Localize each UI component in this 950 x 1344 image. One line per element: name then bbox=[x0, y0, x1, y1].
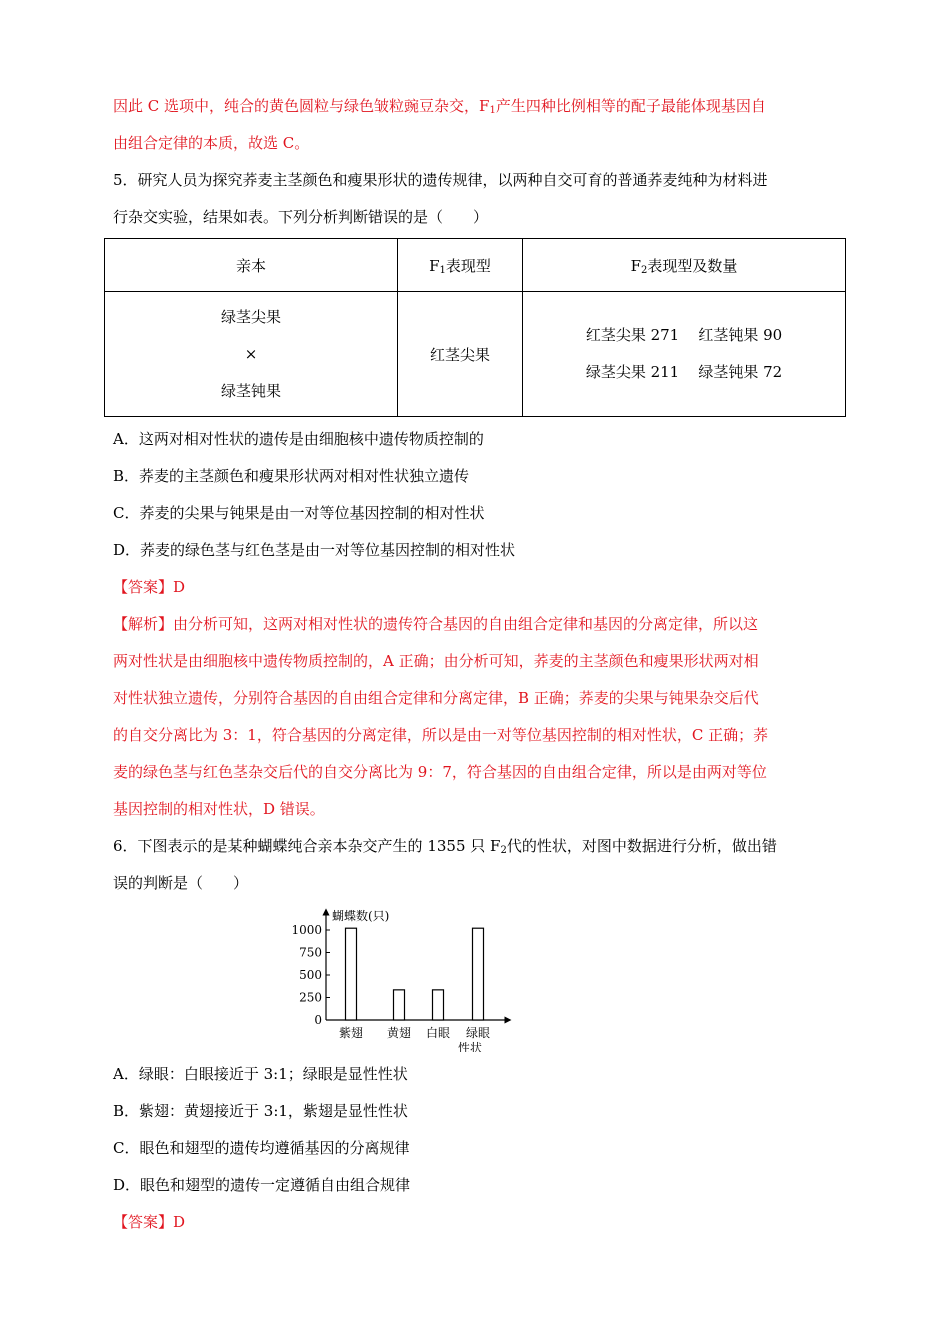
q6-stem-line-1: 6．下图表示的是某种蝴蝶纯合亲本杂交产生的 1355 只 $F_2$代的性状，对图中数据进行分析，做出错 bbox=[113, 837, 777, 856]
butterfly-bar-chart bbox=[278, 906, 838, 1052]
q5-stem-line-1: 5．研究人员为探究荞麦主茎颜色和瘦果形状的遗传规律，以两种自交可育的普通荞麦纯种为材料进 bbox=[113, 171, 768, 189]
y-tick-label: 1000 bbox=[291, 923, 322, 937]
y-tick-label: 750 bbox=[299, 945, 322, 960]
header-f2: $F_2$表现型及数量 bbox=[523, 239, 846, 292]
q5-option-d: D．荞麦的绿色茎与红色茎是由一对等位基因控制的相对性状 bbox=[113, 541, 516, 559]
q6-option-c: C．眼色和翅型的遗传均遵循基因的分离规律 bbox=[113, 1139, 410, 1157]
parent-2: 绿茎钝果 bbox=[220, 381, 281, 400]
f2-row-2: 绿茎尖果 211 绿茎钝果 72 bbox=[585, 363, 783, 381]
q6-option-a: A．绿眼：白眼接近于 3:1；绿眼是显性性状 bbox=[113, 1065, 408, 1083]
cell-f2 bbox=[523, 292, 846, 417]
q5-analysis-line-5: 麦的绿色茎与红色茎杂交后代的自交分离比为 9：7，符合基因的自由组合定律，所以是由两对等位 bbox=[113, 763, 767, 781]
bar bbox=[433, 990, 444, 1020]
category-label: 紫翅 bbox=[338, 1026, 364, 1040]
q5-option-c: C．荞麦的尖果与钝果是由一对等位基因控制的相对性状 bbox=[113, 504, 485, 522]
q5-analysis-line-1: 【解析】由分析可知，这两对相对性状的遗传符合基因的自由组合定律和基因的分离定律，所以这 bbox=[113, 615, 759, 633]
q5-analysis-line-4: 的自交分离比为 3：1，符合基因的分离定律，所以是由一对等位基因控制的相对性状，C 正确；荞 bbox=[113, 726, 769, 744]
cross-symbol: × bbox=[244, 344, 258, 363]
bar bbox=[394, 990, 405, 1020]
q5-option-b: B．荞麦的主茎颜色和瘦果形状两对相对性状独立遗传 bbox=[113, 467, 470, 485]
q5-stem-line-2: 行杂交实验，结果如表。下列分析判断错误的是（ ） bbox=[113, 208, 489, 226]
prev-analysis-line-1: 因此 C 选项中，纯合的黄色圆粒与绿色皱粒豌豆杂交，$F_1$产生四种比例相等的配子最能体现基因自 bbox=[113, 97, 766, 116]
q5-option-a: A．这两对相对性状的遗传是由细胞核中遗传物质控制的 bbox=[113, 430, 484, 448]
q6-stem-line-2: 误的判断是（ ） bbox=[113, 874, 249, 892]
y-tick-label: 0 bbox=[314, 1013, 322, 1027]
chart-svg bbox=[278, 906, 528, 1052]
category-label: 黄翅 bbox=[386, 1026, 412, 1040]
category-label: 绿眼 bbox=[465, 1026, 491, 1040]
parent-1: 绿茎尖果 bbox=[220, 307, 281, 326]
cell-parents bbox=[105, 292, 398, 417]
y-tick-label: 500 bbox=[299, 968, 322, 982]
header-f1: $F_1$表现型 bbox=[398, 239, 523, 292]
category-label: 白眼 bbox=[425, 1026, 451, 1040]
y-tick-label: 250 bbox=[299, 990, 322, 1005]
bar bbox=[473, 928, 484, 1020]
q5-analysis-line-3: 对性状独立遗传，分别符合基因的自由组合定律和分离定律，B 正确；荞麦的尖果与钝果杂交后代 bbox=[113, 689, 759, 707]
q6-answer: 【答案】D bbox=[113, 1213, 186, 1231]
f2-row-1: 红茎尖果 271 红茎钝果 90 bbox=[585, 326, 783, 344]
q5-answer: 【答案】D bbox=[113, 578, 186, 596]
prev-analysis-line-2: 由组合定律的本质，故选 C。 bbox=[113, 134, 310, 152]
q6-option-d: D．眼色和翅型的遗传一定遵循自由组合规律 bbox=[113, 1176, 411, 1194]
y-axis-label: 蝴蝶数(只) bbox=[332, 909, 390, 923]
document-page bbox=[113, 88, 838, 1241]
header-parent: 亲本 bbox=[105, 239, 398, 292]
q6-option-b: B．紫翅：黄翅接近于 3:1，紫翅是显性性状 bbox=[113, 1102, 408, 1120]
q5-analysis-line-2: 两对性状是由细胞核中遗传物质控制的，A 正确；由分析可知，荞麦的主茎颜色和瘦果形状两对相 bbox=[113, 652, 759, 670]
table-header-row bbox=[105, 239, 846, 292]
q5-cross-table bbox=[104, 238, 846, 417]
table-data-row bbox=[105, 292, 846, 417]
cell-f1: 红茎尖果 bbox=[398, 292, 523, 417]
x-axis-label: 性状 bbox=[457, 1041, 483, 1052]
q5-analysis-line-6: 基因控制的相对性状，D 错误。 bbox=[113, 800, 325, 818]
bar bbox=[346, 928, 357, 1020]
